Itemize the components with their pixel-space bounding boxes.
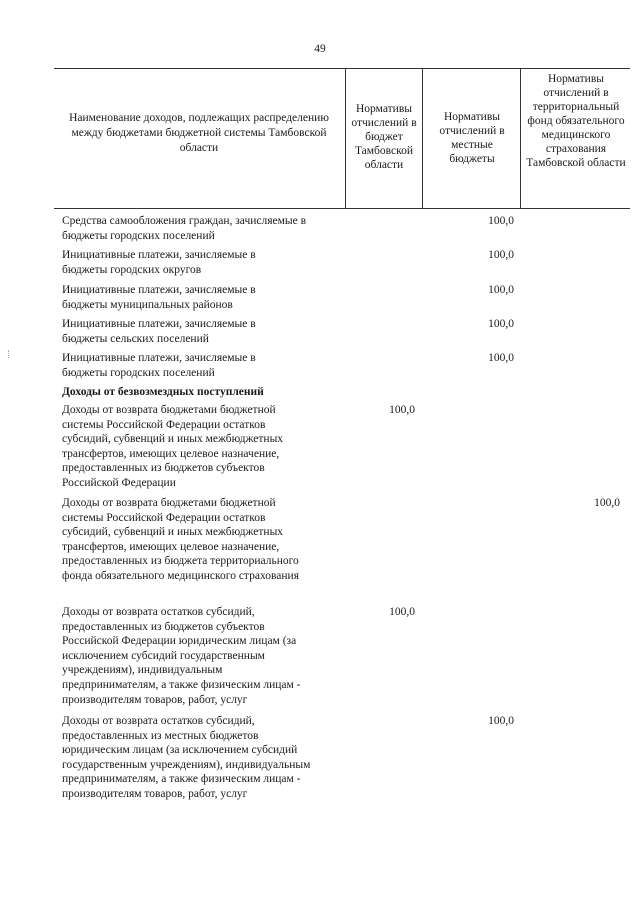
row-7-name: Доходы от возврата бюджетами бюджетной системы Российской Федерации остатков субсидий, субвенций и иных межбюджетных трансфертов, имеющих целевое назначение, предоставленных из бюджетов субъектов Российской Федерации bbox=[62, 404, 284, 489]
row-10-local: 100,0 bbox=[488, 715, 514, 727]
row-3-name: Инициативные платежи, зачисляемые в бюджеты муниципальных районов bbox=[62, 284, 256, 311]
row-6-section-heading: Доходы от безвозмездных поступлений bbox=[62, 386, 264, 398]
row-2-name: Инициативные платежи, зачисляемые в бюджеты городских округов bbox=[62, 249, 256, 276]
column-divider-3 bbox=[520, 68, 521, 208]
column-divider-1 bbox=[345, 68, 346, 208]
row-4-local: 100,0 bbox=[488, 318, 514, 330]
row-9-regional: 100,0 bbox=[389, 606, 415, 618]
row-7-regional: 100,0 bbox=[389, 404, 415, 416]
row-8-tfoms: 100,0 bbox=[594, 497, 620, 509]
row-8-name: Доходы от возврата бюджетами бюджетной системы Российской Федерации остатков субсидий, субвенций и иных межбюджетных трансфертов, имеющих целевое назначение, предоставленных из бюджета территориального фонда обязательного медицинского страхования bbox=[62, 497, 299, 582]
page-number: 49 bbox=[314, 43, 326, 55]
column-divider-2 bbox=[422, 68, 423, 208]
row-2-local: 100,0 bbox=[488, 249, 514, 261]
row-9-name: Доходы от возврата остатков субсидий, предоставленных из бюджетов субъектов Российской Федерации юридическим лицам (за исключением субсидий государственным учреждениям), индивидуальным предпринимателям, а также физическим лицам - производителям товаров, работ, услуг bbox=[62, 606, 301, 706]
table-top-rule bbox=[54, 68, 630, 69]
header-tfoms: Нормативы отчислений в территориальный фонд обязательного медицинского страхования Тамбовской области bbox=[526, 73, 626, 169]
row-3-local: 100,0 bbox=[488, 284, 514, 296]
row-1-name: Средства самообложения граждан, зачисляемые в бюджеты городских поселений bbox=[62, 215, 307, 242]
header-regional: Нормативы отчислений в бюджет Тамбовской области bbox=[351, 103, 417, 171]
table-header-bottom-rule bbox=[54, 208, 630, 209]
row-4-name: Инициативные платежи, зачисляемые в бюджеты сельских поселений bbox=[62, 318, 256, 345]
header-local: Нормативы отчислений в местные бюджеты bbox=[439, 111, 505, 165]
header-name: Наименование доходов, подлежащих распределению между бюджетами бюджетной системы Тамбовской области bbox=[69, 112, 329, 154]
row-5-local: 100,0 bbox=[488, 352, 514, 364]
row-10-name: Доходы от возврата остатков субсидий, предоставленных из местных бюджетов юридическим лицам (за исключением субсидий государственным учреждениям), индивидуальным предпринимателям, а также физическим лицам - производителям товаров, работ, услуг bbox=[62, 715, 311, 800]
row-1-local: 100,0 bbox=[488, 215, 514, 227]
margin-mark bbox=[8, 350, 10, 358]
row-5-name: Инициативные платежи, зачисляемые в бюджеты городских поселений bbox=[62, 352, 256, 379]
